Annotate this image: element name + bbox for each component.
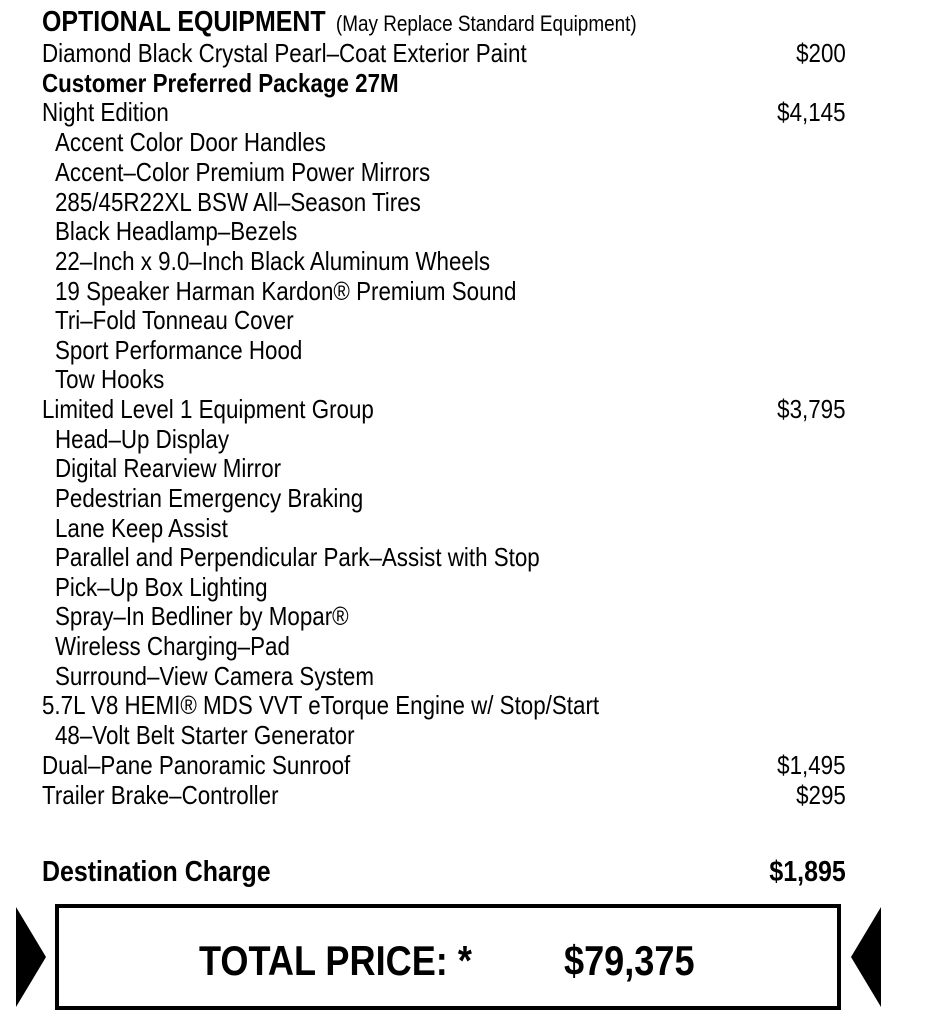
option-sub-label: Sport Performance Hood: [55, 335, 303, 365]
option-label: Night Edition: [42, 97, 169, 127]
package-label: Customer Preferred Package 27M: [42, 68, 399, 98]
option-sub-label: Wireless Charging–Pad: [55, 631, 290, 661]
option-subline: [42, 720, 902, 750]
option-sub-label: Tri–Fold Tonneau Cover: [55, 305, 294, 335]
option-sub-label: 285/45R22XL BSW All–Season Tires: [55, 187, 421, 217]
option-sub-label: Tow Hooks: [55, 364, 165, 394]
option-subline: [42, 424, 902, 454]
option-sub-label: 22–Inch x 9.0–Inch Black Aluminum Wheels: [55, 246, 491, 276]
option-sub-label: 48–Volt Belt Starter Generator: [55, 720, 355, 750]
option-subline: [42, 127, 902, 157]
section-note: (May Replace Standard Equipment): [335, 11, 637, 36]
option-label: Dual–Pane Panoramic Sunroof: [42, 750, 351, 780]
option-subline: [42, 483, 902, 513]
option-label: Trailer Brake–Controller: [42, 780, 279, 810]
option-subline: [42, 276, 902, 306]
option-line-sunroof: [42, 750, 902, 780]
left-pointer-triangle-icon: [16, 907, 46, 1007]
option-sub-label: Black Headlamp–Bezels: [55, 216, 298, 246]
total-price-label: TOTAL PRICE: *: [199, 937, 472, 984]
option-sub-label: Spray–In Bedliner by Mopar®: [55, 601, 349, 631]
option-sub-label: Head–Up Display: [55, 424, 230, 454]
option-subline: [42, 305, 902, 335]
option-label: Limited Level 1 Equipment Group: [42, 394, 374, 424]
option-sub-label: Surround–View Camera System: [55, 661, 374, 691]
option-sub-label: Lane Keep Assist: [55, 513, 228, 543]
option-line-engine: [42, 690, 902, 720]
option-sub-label: Pick–Up Box Lighting: [55, 572, 268, 602]
option-subline: [42, 216, 902, 246]
destination-label: Destination Charge: [42, 856, 271, 888]
section-title: OPTIONAL EQUIPMENT: [42, 6, 326, 38]
section-header: [42, 6, 637, 39]
option-price: $1,495: [777, 750, 846, 780]
total-price-box: [55, 904, 841, 1010]
option-subline: [42, 246, 902, 276]
option-price: $3,795: [777, 394, 846, 424]
option-subline: [42, 453, 902, 483]
option-subline: [42, 601, 902, 631]
option-subline: [42, 513, 902, 543]
option-subline: [42, 542, 902, 572]
option-price: $200: [796, 38, 846, 68]
option-price: $295: [796, 780, 846, 810]
right-pointer-triangle-icon: [851, 907, 881, 1007]
option-subline: [42, 572, 902, 602]
option-subline: [42, 187, 902, 217]
option-price: $4,145: [777, 97, 846, 127]
option-sub-label: Accent Color Door Handles: [55, 127, 326, 157]
total-price-amount: $79,375: [564, 937, 695, 984]
option-subline: [42, 631, 902, 661]
option-line-package-27m: [42, 68, 902, 98]
destination-charge-row: [42, 855, 846, 889]
option-subline: [42, 661, 902, 691]
destination-amount: $1,895: [769, 856, 846, 888]
option-line-exterior-paint: [42, 38, 902, 68]
option-subline: [42, 364, 902, 394]
option-line-night-edition: [42, 97, 902, 127]
option-label: Diamond Black Crystal Pearl–Coat Exterior Paint: [42, 38, 527, 68]
option-sub-label: Accent–Color Premium Power Mirrors: [55, 157, 431, 187]
option-sub-label: 19 Speaker Harman Kardon® Premium Sound: [55, 276, 517, 306]
option-sub-label: Digital Rearview Mirror: [55, 453, 282, 483]
option-subline: [42, 335, 902, 365]
option-label: 5.7L V8 HEMI® MDS VVT eTorque Engine w/ Stop/Start: [42, 690, 600, 720]
option-line-limited-level-1: [42, 394, 902, 424]
option-sub-label: Parallel and Perpendicular Park–Assist with Stop: [55, 542, 540, 572]
option-subline: [42, 157, 902, 187]
option-line-trailer-brake: [42, 780, 902, 810]
option-sub-label: Pedestrian Emergency Braking: [55, 483, 364, 513]
